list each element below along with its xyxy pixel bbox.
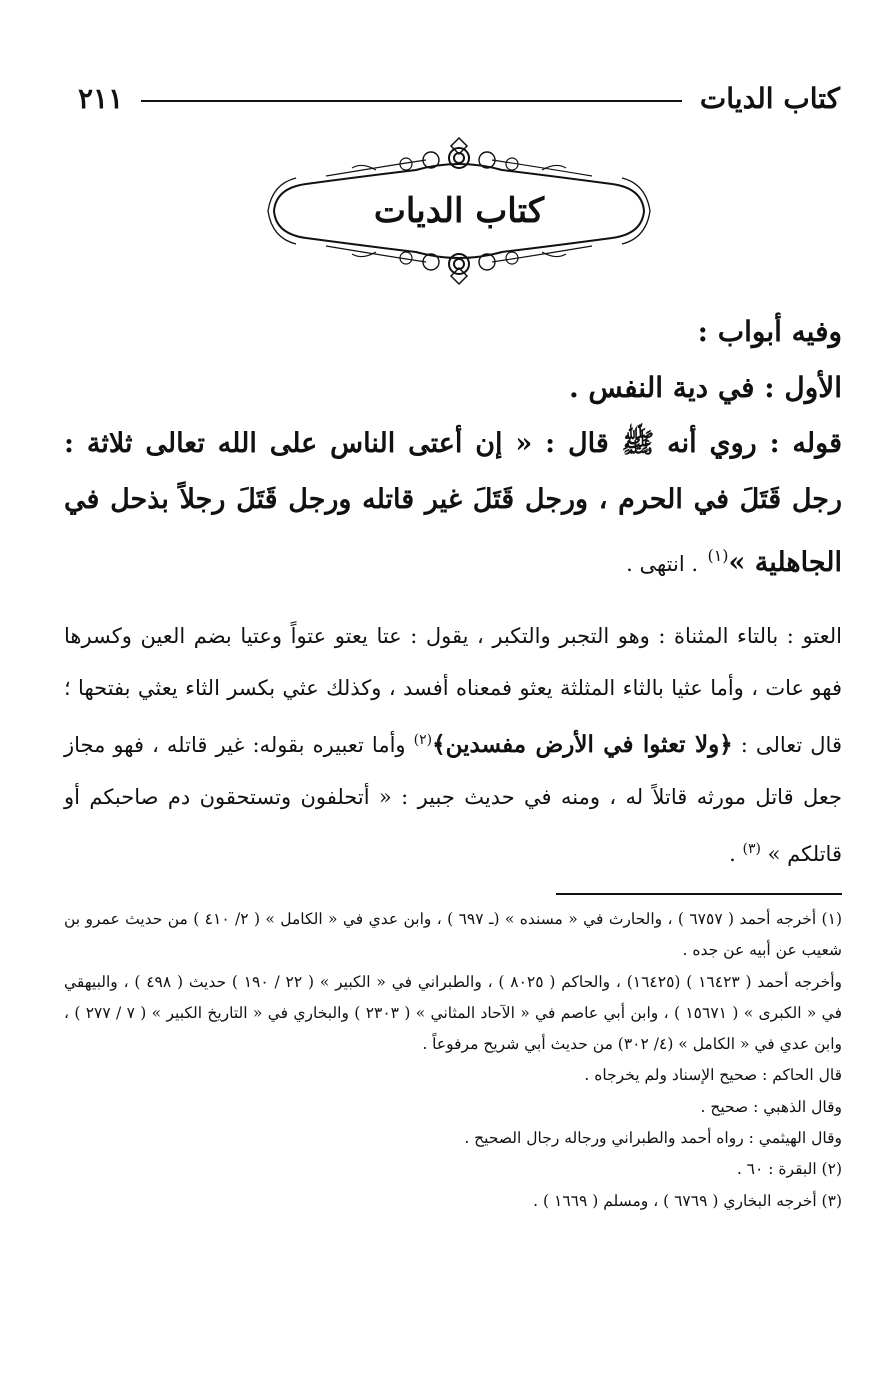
footnote-1-continuation: وأخرجه أحمد ( ١٦٤٢٣ ) (١٦٤٢٥) ، والحاكم ( ٨٠٢٥ ) ، والطبراني في « الكبير » ( ٢٢ / ١٩٠ ) حديث ( ٤٩٨ ) ، والبيهقي في « الكبرى » ( ١٥٦٧١ ) ، وابن أبي عاصم في « الآحاد المثاني » ( ٢٣٠٣ ) والبخاري في « التاريخ الكبير » ( ٧ / ٢٧٧ ) ، وابن عدي في « الكامل » (٤/ ٣٠٢) من حديث أبي شريح مرفوعاً . bbox=[64, 972, 842, 1054]
explanation-ending: . bbox=[729, 842, 736, 866]
footnote-ref-2: (٢) bbox=[413, 732, 433, 748]
intro-line: وفيه أبواب : bbox=[697, 315, 842, 348]
page-number: ٢١١ bbox=[78, 81, 124, 115]
hadith-quote bbox=[64, 416, 842, 592]
footnote-1: (١) أخرجه أحمد ( ٦٧٥٧ ) ، والحارث في « مسنده » (ـ ٦٩٧ ) ، وابن عدي في « الكامل » ( ٢/ ٤١٠ ) من حديث عمرو بن شعيب عن أبيه عن جده . bbox=[64, 910, 842, 960]
footnotes bbox=[64, 904, 842, 1217]
section-heading: الأول : في دية النفس . bbox=[568, 371, 842, 404]
footnote-1-haythami: وقال الهيثمي : رواه أحمد والطبراني ورجاله رجال الصحيح . bbox=[464, 1129, 842, 1148]
footnote-ref-3: (٣) bbox=[742, 841, 761, 857]
footnote-separator bbox=[556, 893, 842, 895]
footnote-1-hakim: قال الحاكم : صحيح الإسناد ولم يخرجاه . bbox=[584, 1066, 842, 1085]
quran-verse: ﴿ولا تعثوا في الأرض مفسدين﴾ bbox=[432, 731, 733, 758]
header-rule bbox=[141, 100, 682, 102]
running-header bbox=[78, 78, 840, 118]
hadith-text: قوله : روي أنه ﷺ قال : « إن أعتى الناس على الله تعالى ثلاثة : رجل قَتَلَ في الحرم ، ورجل قَتَلَ غير قاتله ورجل قَتَلَ رجلاً بذحل في الجاهلية » bbox=[64, 428, 842, 578]
explanation-part-2: وأما تعبيره بقوله: غير قاتله ، فهو مجاز جعل قاتل مورثه قاتلاً له ، ومنه في حديث جبير : « أتحلفون وتستحقون دم صاحبكم أو قاتلكم » bbox=[64, 733, 842, 866]
footnote-2: (٢) البقرة : ٦٠ . bbox=[736, 1160, 842, 1179]
footnote-1-dhahabi: وقال الذهبي : صحيح . bbox=[700, 1097, 842, 1116]
footnote-ref-1: (١) bbox=[707, 546, 729, 565]
chapter-title: كتاب الديات bbox=[373, 191, 545, 231]
explanation-part-1: العتو : بالتاء المثناة : وهو التجبر والتكبر ، يقول : عتا يعتو عتواً وعتيا بضم العين وكسرها فهو عات ، وأما عثيا بالثاء المثلثة يعثو فمعناه أفسد ، وكذلك عثي بكسر الثاء يعثي بفتحها ؛ قال تعالى : bbox=[64, 624, 842, 757]
chapter-title-frame bbox=[266, 136, 652, 286]
explanation-paragraph bbox=[64, 610, 842, 880]
quote-ending: . انتهى . bbox=[626, 552, 699, 576]
footnote-3: (٣) أخرجه البخاري ( ٦٧٦٩ ) ، ومسلم ( ١٦٦٩ ) . bbox=[533, 1191, 842, 1210]
running-title: كتاب الديات bbox=[699, 81, 840, 115]
main-text bbox=[64, 304, 842, 880]
